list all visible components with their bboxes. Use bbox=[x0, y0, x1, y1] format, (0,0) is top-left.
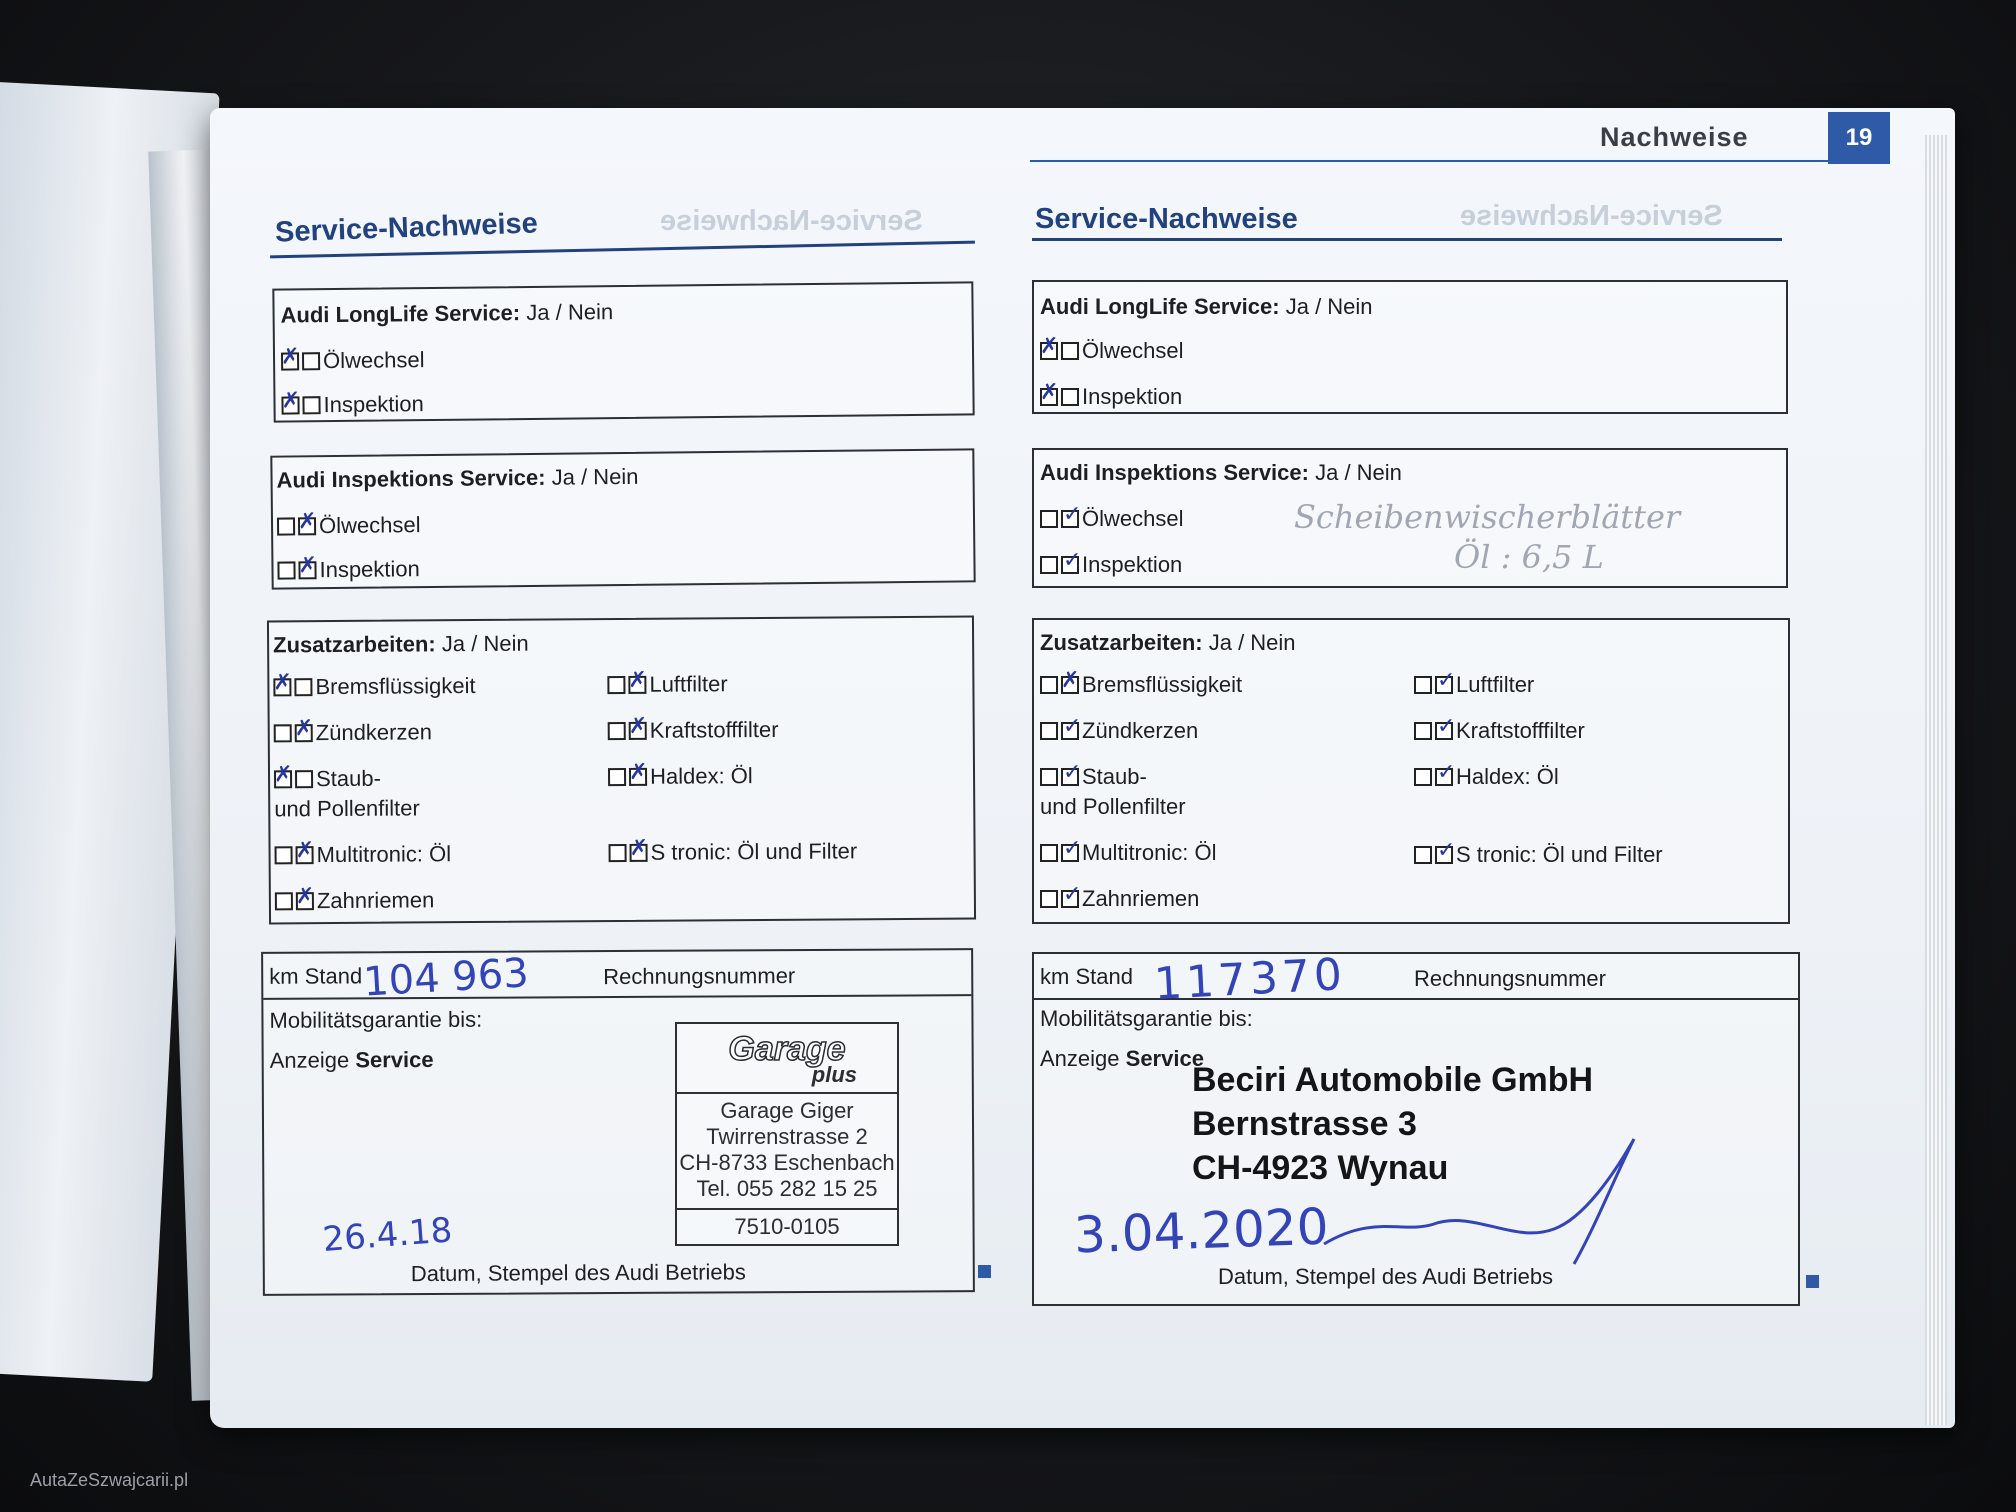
checkbox-nein[interactable] bbox=[295, 724, 313, 742]
checkbox-ja[interactable] bbox=[277, 561, 295, 579]
checkbox-nein[interactable] bbox=[295, 770, 313, 788]
checkbox-ja[interactable] bbox=[1040, 676, 1058, 694]
right-zusatz-dust[interactable]: ✓Staub- bbox=[1040, 764, 1147, 790]
checkbox-nein[interactable] bbox=[1435, 676, 1453, 694]
stamp-line: Twirrenstrasse 2 bbox=[706, 1124, 868, 1149]
left-zusatz-brake[interactable]: ✗Bremsflüssigkeit bbox=[273, 673, 475, 700]
checkbox-ja[interactable] bbox=[1040, 722, 1058, 740]
right-zusatz-box bbox=[1032, 618, 1790, 924]
left-longlife-heading: Audi LongLife Service: Ja / Nein bbox=[280, 299, 614, 328]
left-page-marker bbox=[978, 1265, 991, 1278]
checkbox-nein[interactable] bbox=[298, 517, 316, 535]
checkbox-nein[interactable] bbox=[1061, 890, 1079, 908]
right-zusatz-airfilter[interactable]: ✓Luftfilter bbox=[1414, 672, 1534, 698]
page-number: 19 bbox=[1828, 112, 1890, 164]
checkbox-ja[interactable] bbox=[608, 768, 626, 786]
checkbox-nein[interactable] bbox=[1435, 768, 1453, 786]
right-record-box bbox=[1032, 949, 1800, 1306]
left-zusatz-stronic[interactable]: ✗S tronic: Öl und Filter bbox=[608, 838, 857, 866]
checkbox-ja[interactable] bbox=[277, 517, 295, 535]
right-zusatz-spark[interactable]: ✓Zündkerzen bbox=[1040, 718, 1198, 744]
right-zusatz-heading: Zusatzarbeiten: Ja / Nein bbox=[1040, 630, 1296, 655]
left-zusatz-airfilter[interactable]: ✗Luftfilter bbox=[607, 671, 727, 698]
left-zusatz-pollen: und Pollenfilter bbox=[274, 795, 420, 822]
right-inspektion-oil[interactable]: ✓Ölwechsel bbox=[1040, 506, 1183, 532]
record-divider bbox=[1034, 998, 1798, 1000]
right-km-value: 117370 bbox=[1152, 949, 1348, 1010]
checkbox-ja[interactable] bbox=[275, 892, 293, 910]
header-rule bbox=[1030, 160, 1890, 162]
checkbox-ja[interactable] bbox=[1040, 768, 1058, 786]
right-inspektion-box bbox=[1032, 448, 1788, 588]
right-inspektion-inspection[interactable]: ✓Inspektion bbox=[1040, 552, 1182, 578]
checkbox-nein[interactable] bbox=[1061, 556, 1079, 574]
checkbox-ja[interactable] bbox=[273, 678, 291, 696]
right-title-rule bbox=[1032, 238, 1782, 241]
left-longlife-inspection[interactable]: ✗Inspektion bbox=[281, 391, 424, 418]
checkbox-ja[interactable] bbox=[609, 844, 627, 862]
checkbox-ja[interactable] bbox=[1040, 510, 1058, 528]
checkbox-ja[interactable] bbox=[274, 724, 292, 742]
signature-icon bbox=[1314, 1134, 1644, 1274]
left-zusatz-spark[interactable]: ✗Zündkerzen bbox=[274, 719, 432, 746]
checkbox-nein[interactable] bbox=[1061, 768, 1079, 786]
checkbox-nein[interactable] bbox=[1061, 388, 1079, 406]
checkbox-ja[interactable] bbox=[1040, 388, 1058, 406]
left-km-label: km Stand bbox=[269, 963, 363, 989]
checkbox-ja[interactable] bbox=[1040, 890, 1058, 908]
checkbox-nein[interactable] bbox=[302, 396, 320, 414]
right-zusatz-pollen: und Pollenfilter bbox=[1040, 794, 1186, 819]
checkbox-nein[interactable] bbox=[294, 678, 312, 696]
page-stack-edge bbox=[1925, 135, 1947, 1425]
left-title: Service-Nachweise bbox=[274, 207, 539, 249]
checkbox-ja[interactable] bbox=[1414, 722, 1432, 740]
checkbox-nein[interactable] bbox=[629, 768, 647, 786]
left-inspektion-heading: Audi Inspektions Service: Ja / Nein bbox=[276, 463, 639, 493]
right-zusatz-multitronic[interactable]: ✓Multitronic: Öl bbox=[1040, 840, 1216, 866]
checkbox-nein[interactable] bbox=[629, 722, 647, 740]
right-footer: Datum, Stempel des Audi Betriebs bbox=[1218, 1264, 1554, 1289]
right-zusatz-stronic[interactable]: ✓S tronic: Öl und Filter bbox=[1414, 842, 1663, 868]
left-bleed-title: Service-Nachweise bbox=[660, 205, 923, 237]
left-zusatz-belt[interactable]: ✗Zahnriemen bbox=[275, 887, 435, 914]
stamp-code: 7510-0105 bbox=[677, 1208, 897, 1240]
left-zusatz-dust[interactable]: ✗Staub- bbox=[274, 766, 381, 793]
checkbox-nein[interactable] bbox=[630, 844, 648, 862]
left-inspektion-inspection[interactable]: ✗Inspektion bbox=[277, 556, 420, 583]
checkbox-nein[interactable] bbox=[1061, 510, 1079, 528]
checkbox-ja[interactable] bbox=[274, 770, 292, 788]
checkbox-nein[interactable] bbox=[1061, 844, 1079, 862]
right-km-label: km Stand bbox=[1040, 964, 1133, 989]
garage-logo: Garage bbox=[728, 1030, 846, 1068]
right-page-marker bbox=[1806, 1275, 1819, 1288]
checkbox-nein[interactable] bbox=[1061, 676, 1079, 694]
right-zusatz-haldex[interactable]: ✓Haldex: Öl bbox=[1414, 764, 1559, 790]
right-mobility-label: Mobilitätsgarantie bis: bbox=[1040, 1006, 1253, 1031]
checkbox-ja[interactable] bbox=[1040, 342, 1058, 360]
right-date: 3.04.2020 bbox=[1073, 1197, 1330, 1265]
right-inspektion-heading: Audi Inspektions Service: Ja / Nein bbox=[1040, 460, 1402, 485]
checkbox-nein[interactable] bbox=[1061, 722, 1079, 740]
left-zusatz-box bbox=[267, 616, 976, 925]
stamp-line: Garage Giger bbox=[720, 1098, 854, 1123]
section-header: Nachweise bbox=[1600, 122, 1749, 152]
left-longlife-oil[interactable]: ✗Ölwechsel bbox=[281, 347, 425, 375]
checkbox-ja[interactable] bbox=[608, 722, 626, 740]
checkbox-nein[interactable] bbox=[1061, 342, 1079, 360]
left-service-label: Anzeige Service bbox=[269, 1046, 434, 1073]
right-bleed-title: Service-Nachweise bbox=[1460, 200, 1723, 232]
checkbox-ja[interactable] bbox=[281, 352, 299, 370]
checkbox-ja[interactable] bbox=[1040, 556, 1058, 574]
left-mobility-label: Mobilitätsgarantie bis: bbox=[269, 1006, 483, 1033]
watermark: AutaZeSzwajcarii.pl bbox=[30, 1470, 189, 1490]
left-inspektion-box bbox=[270, 448, 975, 589]
checkbox-ja[interactable] bbox=[1414, 846, 1432, 864]
right-zusatz-fuelfilter[interactable]: ✓Kraftstofffilter bbox=[1414, 718, 1585, 744]
stamp-line: Beciri Automobile GmbH bbox=[1192, 1061, 1594, 1099]
checkbox-nein[interactable] bbox=[1435, 722, 1453, 740]
left-zusatz-haldex[interactable]: ✗Haldex: Öl bbox=[608, 763, 753, 790]
right-zusatz-brake[interactable]: ✗Bremsflüssigkeit bbox=[1040, 672, 1242, 698]
left-date: 26.4.18 bbox=[321, 1210, 454, 1261]
checkbox-nein[interactable] bbox=[628, 676, 646, 694]
checkbox-nein[interactable] bbox=[296, 892, 314, 910]
checkbox-ja[interactable] bbox=[607, 676, 625, 694]
right-note-oil: Öl : 6,5 L bbox=[1454, 538, 1604, 576]
right-longlife-heading: Audi LongLife Service: Ja / Nein bbox=[1040, 294, 1373, 319]
garage-stamp bbox=[675, 1022, 899, 1246]
left-zusatz-multitronic[interactable]: ✗Multitronic: Öl bbox=[274, 841, 451, 868]
stamp-line: CH-4923 Wynau bbox=[1192, 1149, 1449, 1187]
left-zusatz-fuelfilter[interactable]: ✗Kraftstofffilter bbox=[608, 717, 779, 744]
right-title: Service-Nachweise bbox=[1035, 203, 1298, 235]
checkbox-ja[interactable] bbox=[281, 396, 299, 414]
left-footer: Datum, Stempel des Audi Betriebs bbox=[410, 1259, 746, 1287]
left-inspektion-oil[interactable]: ✗Ölwechsel bbox=[277, 512, 421, 540]
checkbox-ja[interactable] bbox=[1414, 676, 1432, 694]
right-invoice-label: Rechnungsnummer bbox=[1414, 966, 1606, 991]
stamp-line: Tel. 055 282 15 25 bbox=[696, 1176, 878, 1201]
left-zusatz-heading: Zusatzarbeiten: Ja / Nein bbox=[273, 630, 529, 658]
checkbox-nein[interactable] bbox=[298, 561, 316, 579]
checkbox-nein[interactable] bbox=[302, 352, 320, 370]
checkbox-nein[interactable] bbox=[1435, 846, 1453, 864]
right-longlife-inspection[interactable]: ✗Inspektion bbox=[1040, 384, 1182, 410]
checkbox-ja[interactable] bbox=[275, 846, 293, 864]
right-longlife-oil[interactable]: ✗Ölwechsel bbox=[1040, 338, 1183, 364]
left-longlife-box bbox=[272, 281, 974, 422]
right-longlife-box bbox=[1032, 280, 1788, 414]
left-km-value: 104 963 bbox=[362, 950, 530, 1006]
checkbox-ja[interactable] bbox=[1040, 844, 1058, 862]
right-zusatz-belt[interactable]: ✓Zahnriemen bbox=[1040, 886, 1199, 912]
checkbox-nein[interactable] bbox=[296, 846, 314, 864]
right-service-label: Anzeige Service bbox=[1040, 1046, 1204, 1071]
right-note-wipers: Scheibenwischerblätter bbox=[1294, 498, 1681, 536]
stamp-line: CH-8733 Eschenbach bbox=[679, 1150, 895, 1175]
stamp-line: Bernstrasse 3 bbox=[1192, 1105, 1417, 1143]
checkbox-ja[interactable] bbox=[1414, 768, 1432, 786]
left-invoice-label: Rechnungsnummer bbox=[603, 963, 796, 990]
garage-logo-sub: plus bbox=[811, 1062, 857, 1087]
